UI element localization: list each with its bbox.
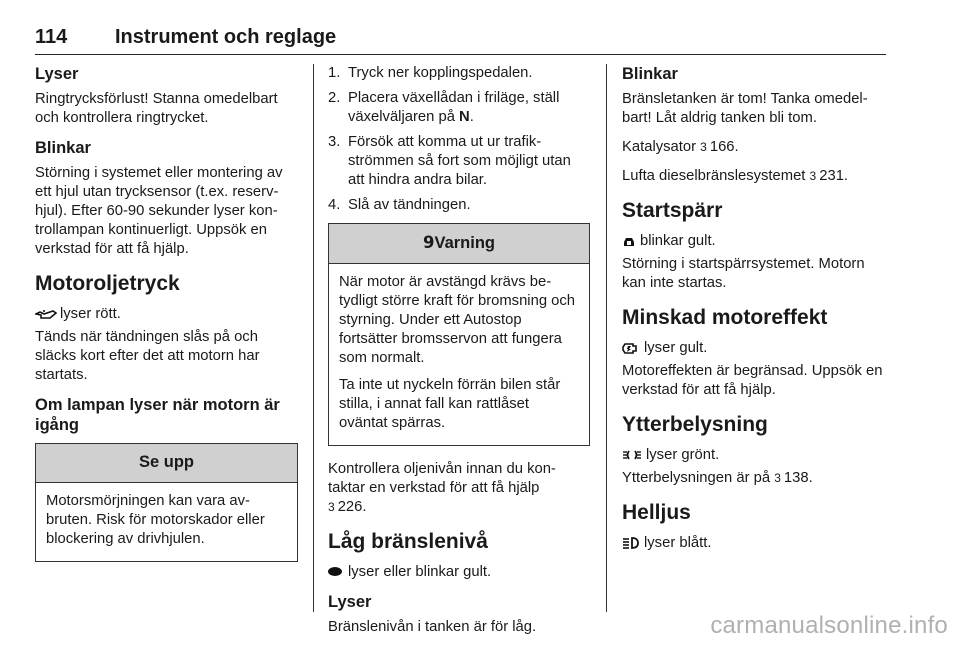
column-divider xyxy=(606,64,607,612)
oil-can-icon xyxy=(35,309,57,320)
oil-status-line xyxy=(35,305,298,324)
engine-power-icon xyxy=(622,341,638,355)
power-text: Motoreffekten är begränsad. Uppsök en verkstad för att få hjälp. xyxy=(622,363,883,398)
blinkar-text: Störning i systemet eller montering av ett hjul utan trycksensor (t.ex. reserv-hjul). Efter 60-90 sekunder lyser kon-trollampan kontinuerligt. Uppsök en verkstad för att få hjälp. xyxy=(35,165,283,257)
fuel-dot-icon xyxy=(328,567,342,576)
highbeam-status-line: lyser blått. xyxy=(622,534,886,553)
column-middle xyxy=(328,64,590,647)
high-beam-icon xyxy=(622,537,640,549)
caution-title: Se upp xyxy=(36,444,297,483)
caution-text: Motorsmörjningen kan vara av-bruten. Risk för motorskador eller blockering av drivhjulen. xyxy=(46,493,265,547)
immo-text: Störning i startspärrsystemet. Motorn kan inte startas. xyxy=(622,256,865,291)
exterior-text-line: Ytterbelysningen är på 3 138. xyxy=(622,470,813,486)
page-ref-icon: 3 xyxy=(700,140,707,154)
warning-triangle-icon: 9 xyxy=(423,233,435,252)
check-oil-text: Kontrollera oljenivån innan du kon-taktar en verkstad för att få hjälp 3 226. xyxy=(328,461,556,515)
catalyst-line: Katalysator 3 166. xyxy=(622,139,739,155)
side-lights-icon xyxy=(622,449,642,461)
steps-list xyxy=(328,64,590,215)
fuel-lyser-heading: Lyser xyxy=(328,593,372,611)
fuel-status-line: lyser eller blinkar gult. xyxy=(328,563,590,582)
blinkar-heading: Blinkar xyxy=(35,139,91,157)
immobilizer-heading: Startspärr xyxy=(622,199,723,222)
car-lock-icon xyxy=(622,235,636,248)
watermark: carmanualsonline.info xyxy=(710,612,948,639)
page-ref-icon: 3 xyxy=(809,169,817,183)
exterior-status-line: lyser grönt. xyxy=(622,446,886,465)
warning-box xyxy=(328,223,590,446)
exterior-lights-heading: Ytterbelysning xyxy=(622,413,768,436)
page-header xyxy=(35,24,886,55)
column-divider xyxy=(313,64,314,612)
warning-text-1: När motor är avstängd krävs be-tydligt större kraft för bromsning och styrning. Under ett Autostop fortsätter bromsservon att fungera som normalt. xyxy=(339,274,576,366)
header-title: Instrument och reglage xyxy=(115,26,337,48)
oil-text: Tänds när tändningen slås på och släcks kort efter det att motorn har startats. xyxy=(35,329,260,383)
list-item: 3. Försök att komma ut ur trafik-strömmen så fort som möjligt utan att hindra andra bilar. xyxy=(328,134,571,188)
running-heading: Om lampan lyser när motorn är igång xyxy=(35,396,280,434)
page-ref-icon: 3 xyxy=(774,471,781,485)
lyser-heading: Lyser xyxy=(35,65,79,83)
lyser-text: Ringtrycksförlust! Stanna omedelbart och kontrollera ringtrycket. xyxy=(35,91,278,126)
list-item: 2. Placera växellådan i friläge, ställ växelväljaren på N. xyxy=(328,90,560,125)
list-item: 4. Slå av tändningen. xyxy=(328,197,471,213)
page-ref-icon: 3 xyxy=(328,500,335,514)
high-beam-heading: Helljus xyxy=(622,501,691,524)
warning-text-2: Ta inte ut nyckeln förrän bilen står stilla, i annat fall kan rattlåset oväntat spärras. xyxy=(339,377,561,431)
fuel-lyser-text: Bränslenivån i tanken är för låg. xyxy=(328,619,537,635)
oil-status: lyser rött. xyxy=(60,306,121,322)
reduced-power-heading: Minskad motoreffekt xyxy=(622,306,828,329)
page-number: 114 xyxy=(35,26,68,48)
column-left xyxy=(35,64,298,572)
immo-status-line: blinkar gult. xyxy=(622,232,886,251)
caution-box xyxy=(35,443,298,562)
column-right xyxy=(622,64,886,563)
diesel-line: Lufta dieselbränslesystemet 3 231. xyxy=(622,168,849,184)
blinkar-heading: Blinkar xyxy=(622,65,678,83)
power-status-line: lyser gult. xyxy=(622,339,886,358)
list-item: 1. Tryck ner kopplingspedalen. xyxy=(328,65,533,81)
oil-pressure-heading: Motoroljetryck xyxy=(35,272,180,295)
low-fuel-heading: Låg bränslenivå xyxy=(328,530,488,553)
warning-title-row xyxy=(329,224,589,264)
blinkar-text: Bränsletanken är tom! Tanka omedel-bart! Låt aldrig tanken bli tom. xyxy=(622,91,868,126)
warning-title: Varning xyxy=(434,234,495,252)
